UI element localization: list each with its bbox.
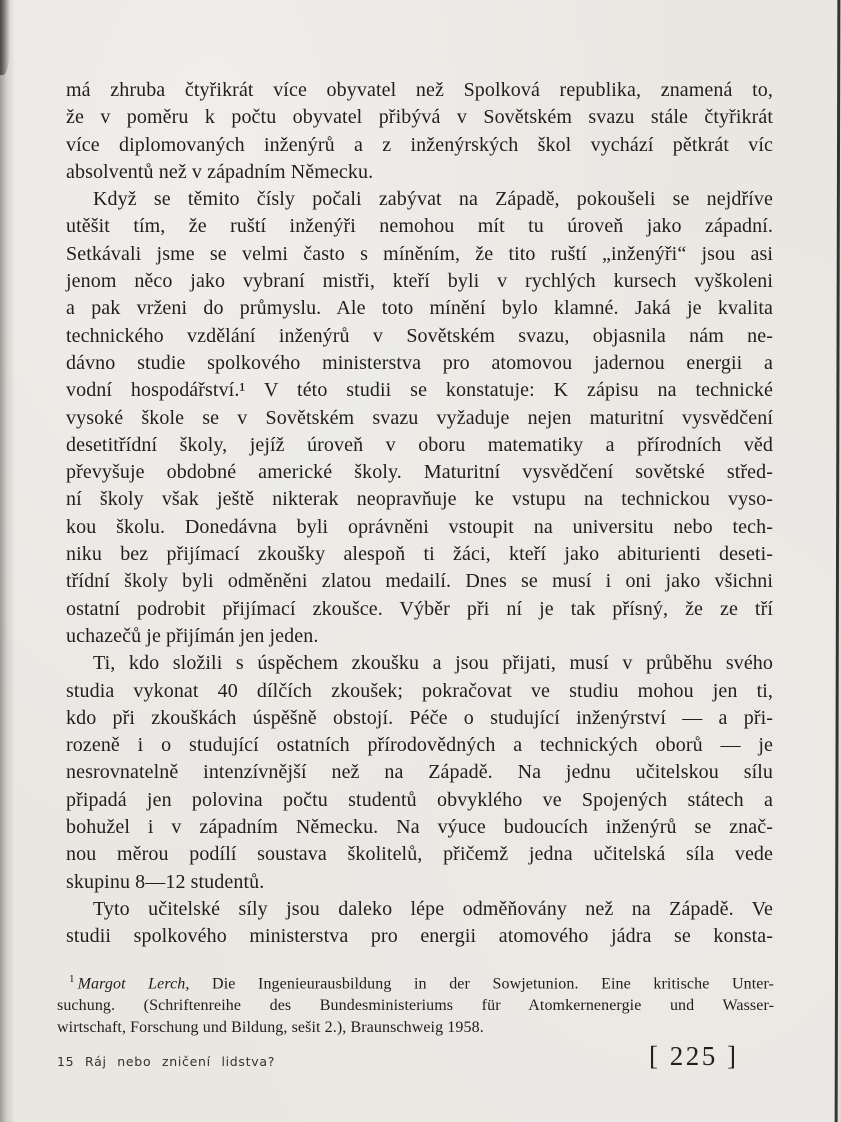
footnote-marker: 1 — [69, 973, 75, 985]
text-line: vysoké škole se v Sovětském svazu vyžaduje nejen maturitní vysvědčení — [66, 406, 773, 429]
text-line: ní školy však ještě nikterak neopravňuje ke vstupu na technickou vyso- — [66, 488, 773, 511]
text-line: a pak vrženi do průmyslu. Ale toto mínění bylo klamné. Jaká je kvalita — [66, 297, 773, 320]
text-line: skupinu 8—12 studentů. — [66, 870, 265, 893]
footnote — [57, 969, 774, 1039]
text-line: že v poměru k počtu obyvatel přibývá v Sovětském svazu stále čtyřikrát — [66, 106, 773, 129]
text-line: Ti, kdo složili s úspěchem zkoušku a jsou přijati, musí v průběhu svého — [93, 652, 773, 675]
footnote-line: wirtschaft, Forschung und Bildung, sešit 2.), Braunschweig 1958. — [57, 1018, 484, 1036]
text-line: vodní hospodářství.¹ V této studii se konstatuje: K zápisu na technické — [66, 379, 773, 402]
footnote-author: Margot Lerch — [77, 975, 186, 993]
text-line: Setkávali jsme se velmi často s míněním, že tito ruští „inženýři“ jsou asi — [66, 242, 773, 265]
scan-left-top-shadow — [0, 0, 10, 75]
text-line: ostatní podrobit přijímací zkoušce. Výběr při ní je tak přísný, že ze tří — [66, 597, 773, 620]
text-line: desetitřídní školy, jejíž úroveň v oboru matematiky a přírodních věd — [66, 433, 773, 456]
text-line: rozeně i o studující ostatních přírodovědných a technických oborů — je — [66, 734, 773, 757]
footnote-line — [57, 969, 774, 995]
scan-right-edge-line — [834, 0, 839, 1122]
text-line: studii spolkového ministerstva pro energii atomového jádra se konsta- — [66, 925, 773, 948]
text-line: Když se těmito čísly počali zabývat na Západě, pokoušeli se nejdříve — [93, 188, 773, 211]
text-line: utěšit tím, že ruští inženýři nemohou mít tu úroveň jako západní. — [66, 215, 773, 238]
text-line: nesrovnatelně intenzívnější než na Západě. Na jednu učitelskou sílu — [66, 761, 773, 784]
text-line: kdo při zkouškách úspěšně obstojí. Péče o studující inženýrství — a při- — [66, 706, 773, 729]
text-line: jenom něco jako vybraní mistři, kteří byli v rychlých kursech vyškoleni — [66, 270, 773, 293]
text-line: má zhruba čtyřikrát více obyvatel než Spolková republika, znamená to, — [66, 79, 773, 101]
text-line: více diplomovaných inženýrů a z inženýrských škol vychází pětkrát víc — [66, 133, 773, 156]
book-signature: 15 Ráj nebo zničení lidstva? — [57, 1054, 276, 1069]
text-line: technického vzdělání inženýrů v Sovětském svazu, objasnila nám ne- — [66, 324, 773, 347]
text-line: převyšuje obdobné americké školy. Maturitní vysvědčení sovětské střed- — [66, 461, 773, 484]
text-line: dávno studie spolkového ministerstva pro atomovou jadernou energii a — [66, 351, 773, 374]
scan-left-edge-shadow — [0, 0, 15, 1122]
text-line: kou školu. Donedávna byli oprávněni vstoupit na universitu nebo tech- — [66, 515, 773, 538]
text-line: uchazečů je přijímán jen jeden. — [66, 624, 319, 647]
page-number: [ 225 ] — [649, 1041, 739, 1071]
text-line: nou měrou podílí soustava školitelů, přičemž jedna učitelská síla vede — [66, 843, 773, 866]
text-line: třídní školy byli odměněni zlatou medailí. Dnes se musí i oni jako všichni — [66, 570, 773, 593]
body-text — [66, 77, 773, 951]
text-line: připadá jen polovina počtu studentů obvyklého ve Spojených státech a — [66, 788, 773, 811]
text-line: absolventů než v západním Německu. — [66, 160, 374, 183]
text-line: niku bez přijímací zkoušky alespoň ti žáci, kteří jako abiturienti deseti- — [66, 543, 773, 566]
footnote-text: , Die Ingenieurausbildung in der Sowjetunion. Eine kritische Unter- — [185, 975, 774, 993]
text-line: studia vykonat 40 dílčích zkoušek; pokračovat ve studiu mohou jen ti, — [66, 679, 773, 702]
text-line: bohužel i v západním Německu. Na výuce budoucích inženýrů se znač- — [66, 816, 773, 839]
text-line: Tyto učitelské síly jsou daleko lépe odměňovány než na Západě. Ve — [93, 897, 773, 920]
footnote-line: suchung. (Schriftenreihe des Bundesministeriums für Atomkernenergie und Wasser- — [57, 997, 774, 1015]
